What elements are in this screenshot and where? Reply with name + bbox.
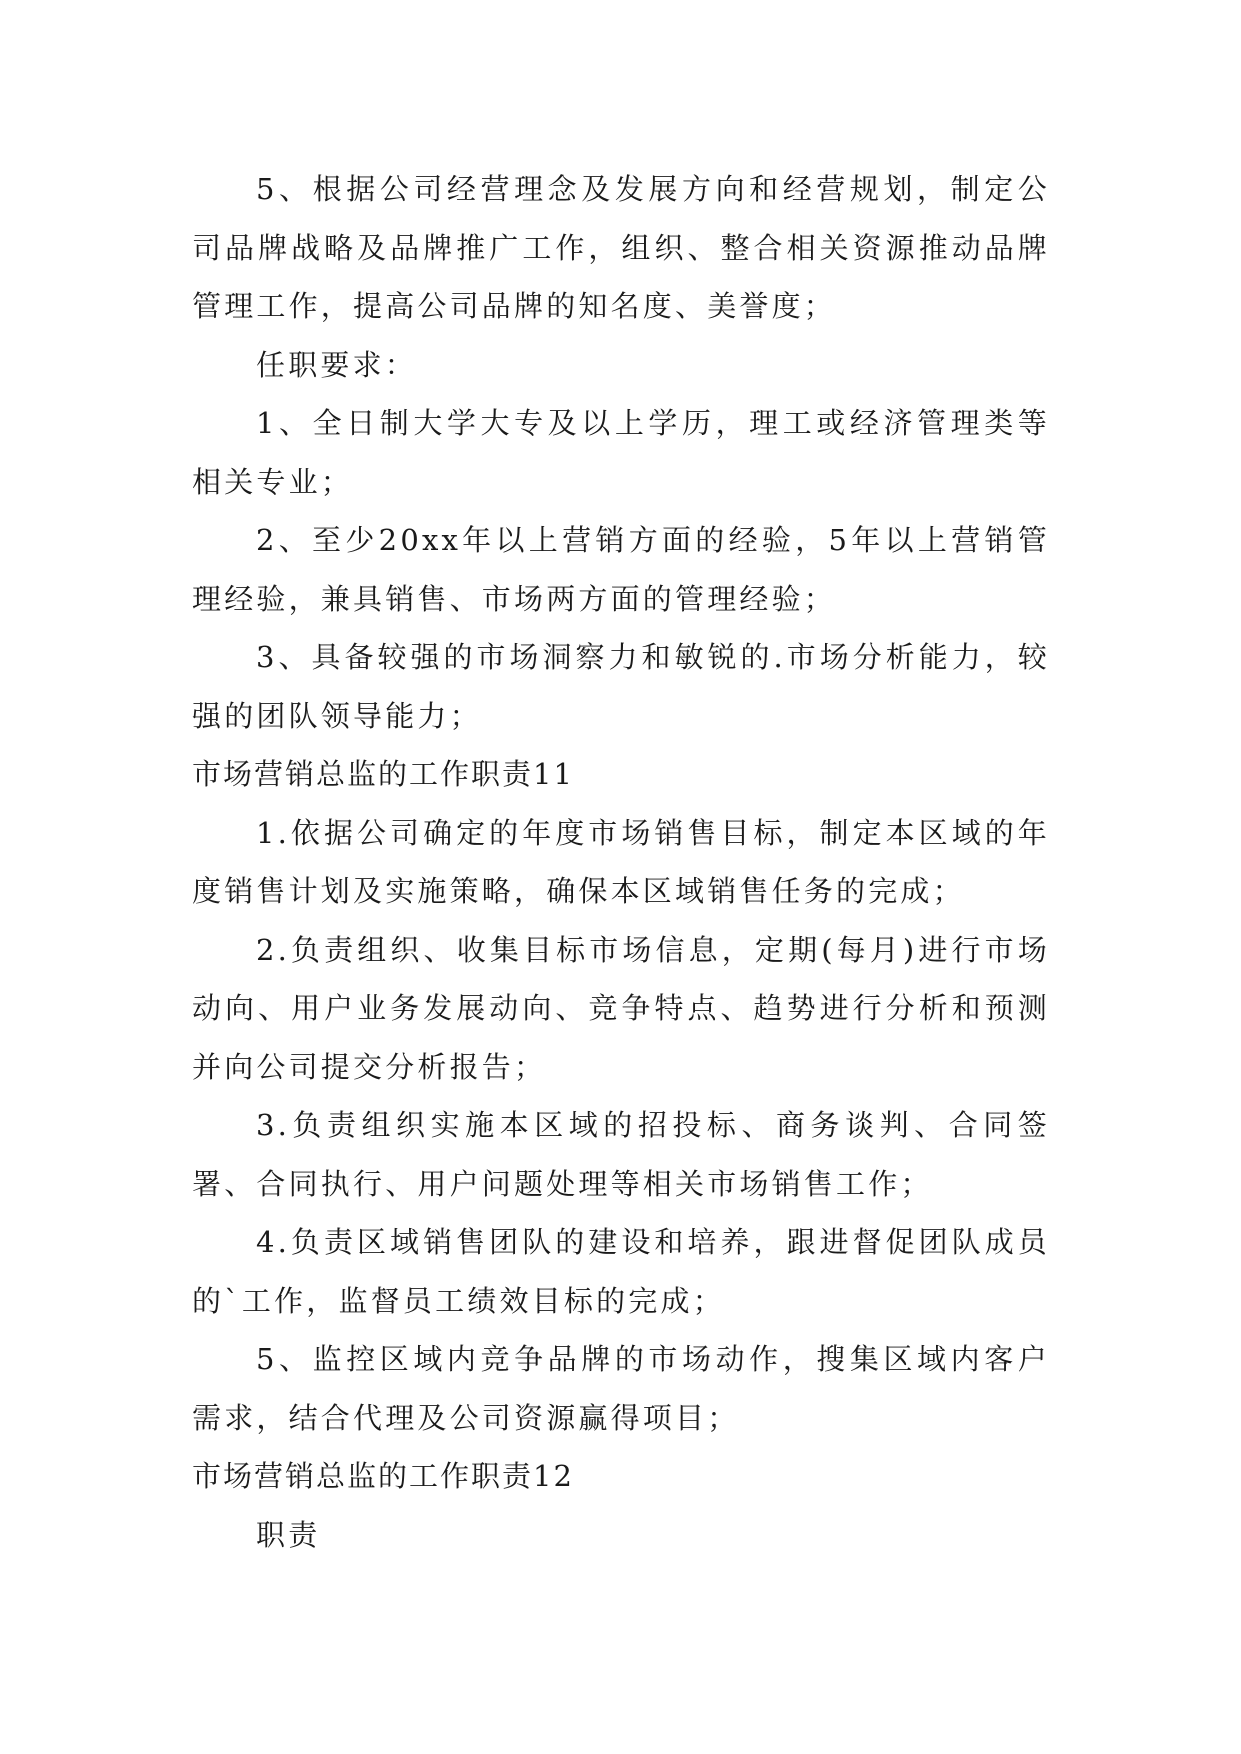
paragraph-requirement-1: 1、全日制大学大专及以上学历，理工或经济管理类等相关专业；	[192, 406, 1050, 499]
paragraph-duty-2: 2.负责组织、收集目标市场信息，定期(每月)进行市场动向、用户业务发展动向、竞争特点、趋势进行分析和预测并向公司提交分析报告；	[192, 932, 1050, 1084]
paragraph-duty-3: 3.负责组织实施本区域的招投标、商务谈判、合同签署、合同执行、用户问题处理等相关市场销售工作；	[192, 1108, 1050, 1201]
paragraph-duty-4: 4.负责区域销售团队的建设和培养，跟进督促团队成员的`工作，监督员工绩效目标的完成；	[192, 1225, 1050, 1318]
document-page	[192, 160, 1050, 1564]
paragraph-duties-label: 职责	[256, 1517, 321, 1552]
paragraph-requirement-2: 2、至少20xx年以上营销方面的经验，5年以上营销管理经验，兼具销售、市场两方面的管理经验；	[192, 523, 1050, 616]
paragraph-requirements-label: 任职要求：	[256, 347, 418, 382]
paragraph-brand-strategy: 5、根据公司经营理念及发展方向和经营规划，制定公司品牌战略及品牌推广工作，组织、整合相关资源推动品牌管理工作，提高公司品牌的知名度、美誉度；	[192, 172, 1050, 323]
paragraph-duty-1: 1.依据公司确定的年度市场销售目标，制定本区域的年度销售计划及实施策略，确保本区域销售任务的完成；	[192, 815, 1050, 908]
paragraph-duty-5: 5、监控区域内竞争品牌的市场动作，搜集区域内客户需求，结合代理及公司资源赢得项目；	[192, 1342, 1050, 1435]
paragraph-requirement-3: 3、具备较强的市场洞察力和敏锐的.市场分析能力，较强的团队领导能力；	[192, 640, 1050, 733]
section-heading-12: 市场营销总监的工作职责12	[192, 1459, 574, 1493]
section-heading-11: 市场营销总监的工作职责11	[192, 757, 574, 791]
